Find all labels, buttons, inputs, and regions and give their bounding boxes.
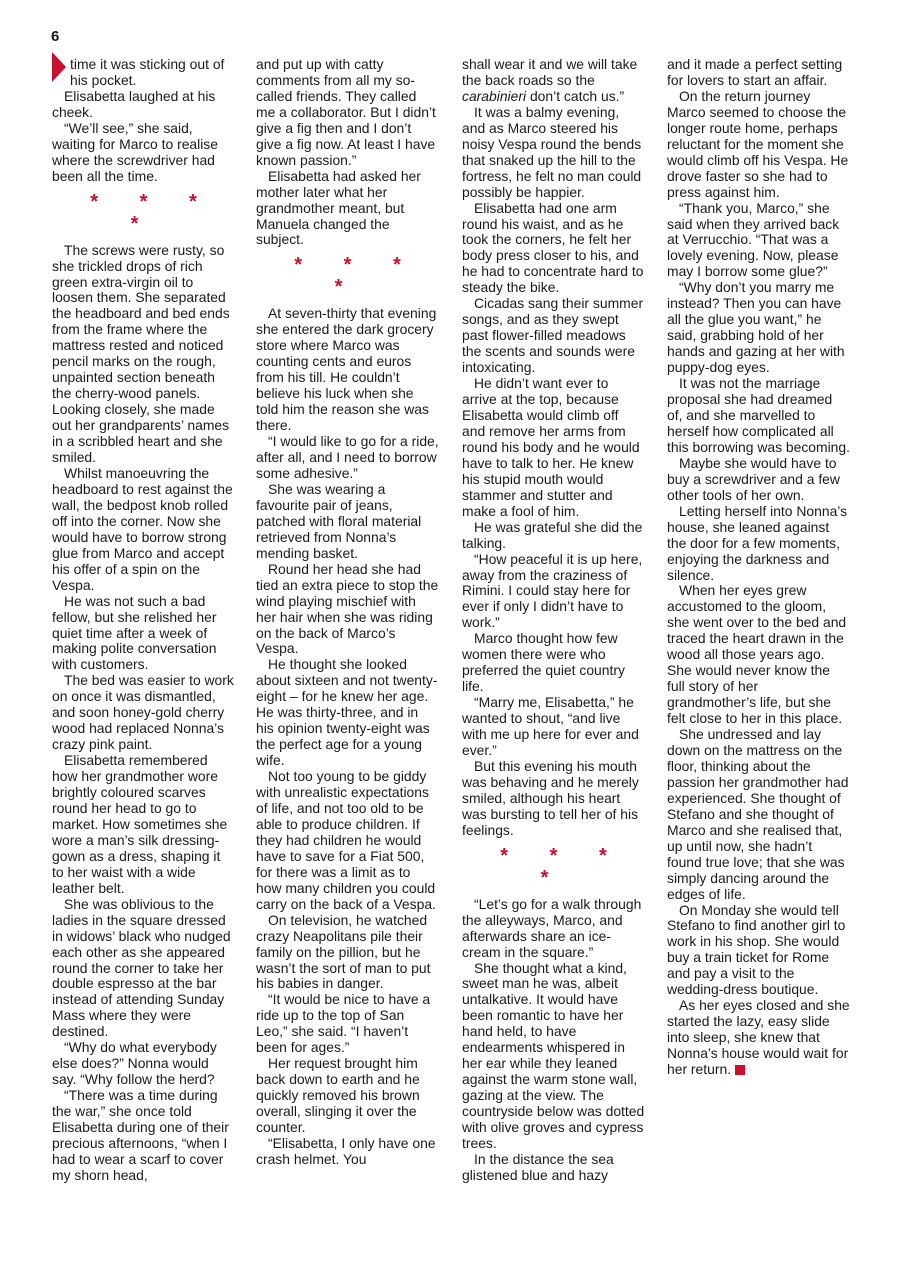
paragraph: On the return journey Marco seemed to choose the longer route home, perhaps reluctant for the moment she would climb off his Vespa. He drove faster so she had to press against him. — [667, 87, 849, 200]
section-break-stars: * * * * — [294, 254, 419, 299]
paragraph: “Why do what everybody else does?” Nonna would say. “Why follow the herd? — [52, 1039, 217, 1088]
paragraph: She was oblivious to the ladies in the square dressed in widows’ black who nudged each other as she appeared round the corner to take her double espresso at the bar instead of attending Sunday Mass where they were destined. — [52, 895, 231, 1040]
paragraph: and put up with catty comments from all my so-called friends. They called me a collaborator. But I didn’t give a fig then and I don’t give a fig now. At least I have known passion.” — [256, 56, 436, 168]
paragraph: Cicadas sang their summer songs, and as they swept past flower-filled meadows the scents and sounds were intoxicating. — [462, 295, 644, 376]
paragraph: He was grateful she did the talking. — [462, 518, 643, 551]
paragraph: “We’ll see,” she said, waiting for Marco to realise where the screwdriver had been all the time. — [52, 119, 218, 184]
paragraph: In the distance the sea glistened blue and hazy — [462, 1150, 614, 1183]
paragraph: Elisabetta had asked her mother later what her grandmother meant, but Manuela changed the subject. — [256, 167, 421, 248]
paragraph: She thought what a kind, sweet man he was, albeit untalkative. It would have been romantic to have her hand held, to have endearments whispered in her ear while they leaned against the warm stone wall, gazing at the view. The countryside below was dotted with olive groves and cypress trees. — [462, 959, 645, 1151]
paragraph: On Monday she would tell Stefano to find another girl to work in his shop. She would buy a train ticket for Rome and pay a visit to the wedding-dress boutique. — [667, 901, 846, 998]
page-number: 6 — [51, 28, 60, 45]
paragraph: “Let’s go for a walk through the alleyways, Marco, and afterwards share an ice-cream in the square.” — [462, 895, 642, 960]
paragraph: At seven-thirty that evening she entered the dark grocery store where Marco was counting cents and euros from his till. He couldn’t believe his luck when she told him the reason she was there. — [256, 305, 437, 434]
paragraph: He didn’t want ever to arrive at the top, because Elisabetta would climb off and remove her arms from round his body and he would have to talk to her. He knew his stupid mouth would stammer and stutter and make a fool of him. — [462, 375, 640, 519]
section-break-stars: * * * * — [500, 844, 625, 889]
paragraph: Elisabetta laughed at his cheek. — [52, 87, 216, 120]
paragraph: Marco thought how few women there were who preferred the quiet country life. — [462, 630, 625, 695]
paragraph: It was not the marriage proposal she had dreamed of, and she marvelled to herself how complicated all this borrowing was becoming. — [667, 375, 850, 455]
paragraph: Round her head she had tied an extra piece to stop the wind playing mischief with her hair when she was riding on the back of Marco’s Vespa. — [256, 560, 439, 657]
paragraph: It was a balmy evening, and as Marco steered his noisy Vespa round the bends that snaked up the hill to the fortress, he felt no man could possibly be happier. — [462, 103, 642, 200]
paragraph: “Thank you, Marco,” she said when they arrived back at Verrucchio. “That was a lovely evening. Now, please may I borrow some glue?” — [667, 199, 840, 280]
paragraph: Not too young to be giddy with unrealistic expectations of life, and not too old to be able to produce children. If they had children he would have to save for a Fiat 500, for there was a limit as to how many children you could carry on the back of a Vespa. — [256, 768, 436, 912]
paragraph: Letting herself into Nonna’s house, she leaned against the door for a few moments, enjoying the darkness and silence. — [667, 502, 848, 583]
paragraph: She undressed and lay down on the mattress on the floor, thinking about the passion her grandmother had experienced. She thought of Stefano and she thought of Marco and she realised that, up until now, she hadn’t found true love; that she was simply dancing around the edges of life. — [667, 726, 849, 902]
paragraph: Elisabetta remembered how her grandmother wore brightly coloured scarves round her head to go to market. How sometimes she wore a man’s silk dressing-gown as a dress, shaping it to her waist with a wide leather belt. — [52, 752, 228, 896]
paragraph: “Elisabetta, I only have one crash helmet. You — [256, 1135, 436, 1167]
paragraph: He thought she looked about sixteen and not twenty-eight – for he knew her age. He was thirty-three, and in his opinion twenty-eight was the perfect age for a young wife. — [256, 656, 438, 769]
italic-word: carabinieri — [462, 87, 527, 104]
end-of-story-square-icon — [735, 1065, 745, 1075]
paragraph: She was wearing a favourite pair of jeans, patched with floral material retrieved from Nonna’s mending basket. — [256, 480, 422, 561]
paragraph: He was not such a bad fellow, but she relished her quiet time after a week of making polite conversation with customers. — [52, 592, 217, 673]
paragraph: time it was sticking out of his pocket. — [70, 56, 225, 88]
column-2 — [256, 57, 439, 1168]
paragraph: Elisabetta had one arm round his waist, and as he took the corners, he felt her body press closer to his, and he had to concentrate hard to steady the bike. — [462, 199, 644, 296]
paragraph: “Marry me, Elisabetta,” he wanted to shout, “and live with me up here for ever and ever.” — [462, 694, 639, 758]
paragraph: shall wear it and we will take the back roads so the carabinieri don’t catch us.” — [462, 56, 638, 104]
paragraph: Whilst manoeuvring the headboard to rest against the wall, the bedpost knob rolled off into the corner. Now she would have to borrow strong glue from Marco and accept his offer of a spin on the Vespa. — [52, 464, 233, 593]
paragraph: and it made a perfect setting for lovers to start an affair. — [667, 56, 843, 88]
paragraph: But this evening his mouth was behaving and he merely smiled, although his heart was bursting to tell her of his feelings. — [462, 757, 639, 838]
paragraph: The bed was easier to work on once it was dismantled, and soon honey-gold cherry wood had replaced Nonna’s crazy pink paint. — [52, 672, 234, 753]
paragraph: Maybe she would have to buy a screwdriver and a few other tools of her own. — [667, 454, 840, 503]
section-break-stars: * * * * — [90, 190, 215, 235]
paragraph: Her request brought him back down to earth and he quickly removed his brown overall, slinging it over the counter. — [256, 1055, 420, 1136]
paragraph: On television, he watched crazy Neapolitans pile their family on the pillion, but he wasn’t the sort of man to put his babies in danger. — [256, 911, 431, 992]
paragraph: “It would be nice to have a ride up to the top of San Leo,” she said. “I haven’t been for ages.” — [256, 991, 431, 1056]
paragraph: When her eyes grew accustomed to the gloom, she went over to the bed and traced the heart drawn in the wood all those years ago. She would never know the full story of her grandmother’s life, but she felt close to her in this place. — [667, 582, 847, 727]
paragraph: “There was a time during the war,” she once told Elisabetta during one of their precious afternoons, “when I had to wear a scarf to cover my shorn head, — [52, 1087, 229, 1183]
column-3 — [462, 57, 645, 1184]
paragraph: “How peaceful it is up here, away from the craziness of Rimini. I could stay here for ever if only I didn’t have to work.” — [462, 550, 643, 631]
paragraph: “I would like to go for a ride, after all, and I need to borrow some adhesive.” — [256, 433, 439, 481]
paragraph: The screws were rusty, so she trickled drops of rich green extra-virgin oil to loosen them. She separated the headboard and bed ends from the frame where the mattress rested and noticed pencil marks on the rough, unpainted section beneath the cherry-wood panels. Looking closely, she made out her grandparents’ names in a scribbled heart and she smiled. — [52, 241, 230, 466]
paragraph: As her eyes closed and she started the lazy, easy slide into sleep, she knew that Nonna’s house would wait for her return. — [667, 997, 850, 1078]
paragraph: “Why don’t you marry me instead? Then you can have all the glue you want,” he said, grabbing hold of her hands and gazing at her with puppy-dog eyes. — [667, 279, 845, 376]
column-4 — [667, 57, 850, 1078]
column-1 — [52, 57, 235, 1184]
